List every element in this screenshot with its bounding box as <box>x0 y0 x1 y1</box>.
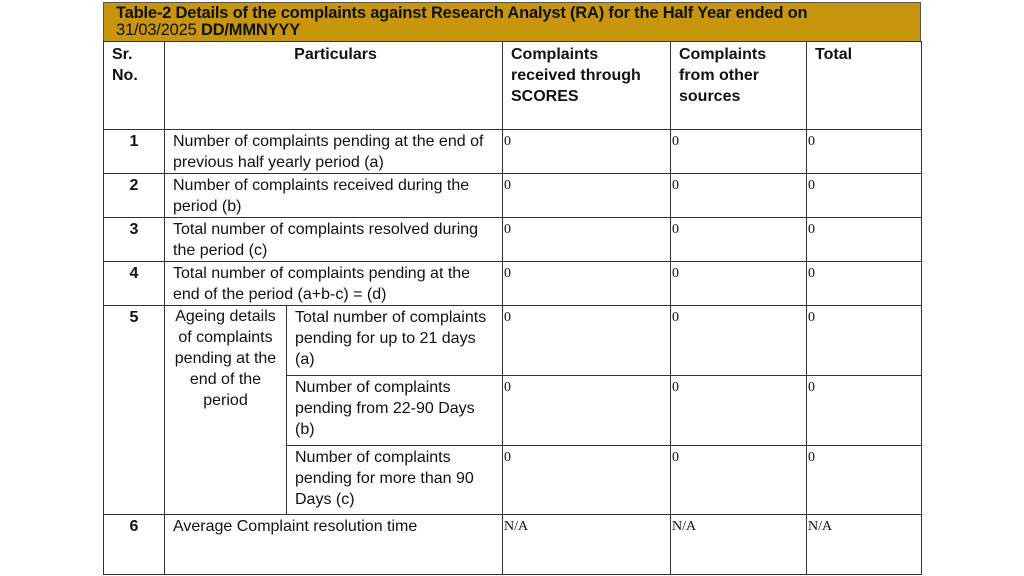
scores-value: 0 <box>503 376 671 446</box>
particular-text: Total number of complaints pending at the end of the period (a+b-c) = (d) <box>165 262 503 306</box>
table-row <box>104 306 922 376</box>
serial-number: 6 <box>104 515 165 575</box>
particular-text: Average Complaint resolution time <box>165 515 503 575</box>
total-value: 0 <box>807 306 922 376</box>
scores-value: N/A <box>503 515 671 575</box>
header-particulars: Particulars <box>165 42 503 130</box>
table-row <box>104 262 922 306</box>
other-sources-value: 0 <box>671 262 807 306</box>
header-row <box>104 42 922 130</box>
header-other: Complaints from other sources <box>671 42 807 130</box>
particular-text: Total number of complaints resolved during the period (c) <box>165 218 503 262</box>
scores-value: 0 <box>503 218 671 262</box>
particular-text: Total number of complaints pending for up to 21 days (a) <box>287 306 503 376</box>
total-value: 0 <box>807 130 922 174</box>
title-text: Table-2 Details of the complaints against Research Analyst (RA) for the Half Year ended on <box>116 4 808 22</box>
other-sources-value: 0 <box>671 446 807 515</box>
header-scores: Complaints received through SCORES <box>503 42 671 130</box>
serial-number: 5 <box>104 306 165 515</box>
ageing-label: Ageing details of complaints pending at the end of the period <box>165 306 287 515</box>
other-sources-value: 0 <box>671 174 807 218</box>
title-date: 31/03/2025 <box>116 21 197 39</box>
header-total: Total <box>807 42 922 130</box>
total-value: 0 <box>807 174 922 218</box>
total-value: 0 <box>807 446 922 515</box>
serial-number: 2 <box>104 174 165 218</box>
scores-value: 0 <box>503 174 671 218</box>
title-date-format: DD/MMNYYY <box>200 21 301 39</box>
total-value: 0 <box>807 218 922 262</box>
complaints-table <box>103 41 922 575</box>
total-value: 0 <box>807 376 922 446</box>
particular-text: Number of complaints pending from 22-90 Days (b) <box>287 376 503 446</box>
scores-value: 0 <box>503 130 671 174</box>
table-row <box>104 515 922 575</box>
particular-text: Number of complaints pending at the end of previous half yearly period (a) <box>165 130 503 174</box>
scores-value: 0 <box>503 262 671 306</box>
table-row <box>104 218 922 262</box>
other-sources-value: 0 <box>671 306 807 376</box>
other-sources-value: N/A <box>671 515 807 575</box>
table-row <box>104 130 922 174</box>
total-value: N/A <box>807 515 922 575</box>
serial-number: 4 <box>104 262 165 306</box>
scores-value: 0 <box>503 446 671 515</box>
serial-number: 3 <box>104 218 165 262</box>
other-sources-value: 0 <box>671 218 807 262</box>
particular-text: Number of complaints pending for more than 90 Days (c) <box>287 446 503 515</box>
scores-value: 0 <box>503 306 671 376</box>
complaints-table-container <box>103 2 921 575</box>
total-value: 0 <box>807 262 922 306</box>
table-title <box>103 2 921 41</box>
other-sources-value: 0 <box>671 130 807 174</box>
serial-number: 1 <box>104 130 165 174</box>
particular-text: Number of complaints received during the period (b) <box>165 174 503 218</box>
table-row <box>104 174 922 218</box>
header-sr: Sr. No. <box>104 42 165 130</box>
other-sources-value: 0 <box>671 376 807 446</box>
